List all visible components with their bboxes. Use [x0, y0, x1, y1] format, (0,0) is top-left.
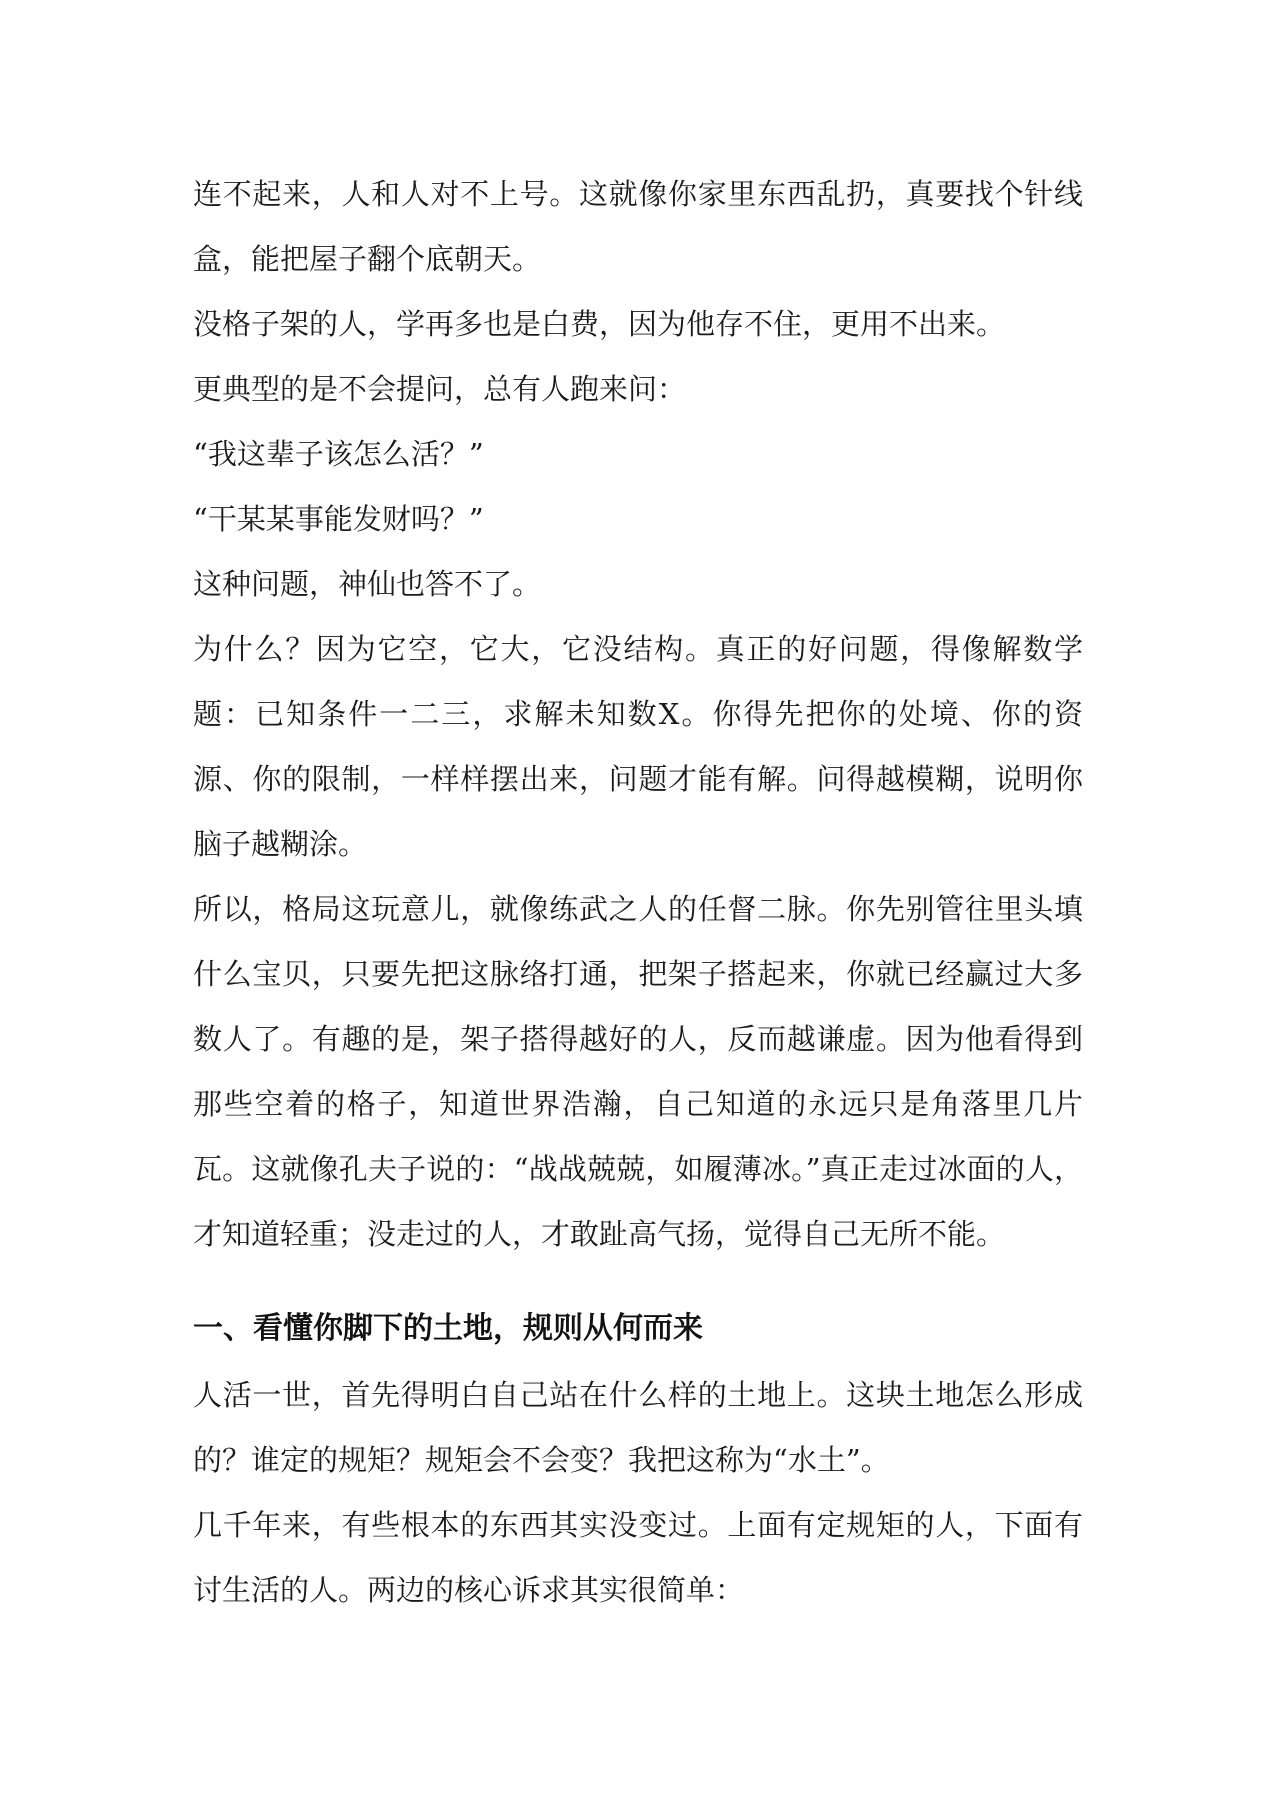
paragraph-thousands-years: 几千年来，有些根本的东西其实没变过。上面有定规矩的人，下面有讨生活的人。两边的核心诉求其实很简单：	[193, 1508, 1083, 1607]
paragraph-needle-box: 连不起来，人和人对不上号。这就像你家里东西乱扔，真要找个针线盒，能把屋子翻个底朝天。	[193, 177, 1083, 276]
section-heading: 一、看懂你脚下的土地，规则从何而来	[193, 1311, 703, 1346]
paragraph-asking-questions: 更典型的是不会提问，总有人跑来问：	[193, 372, 687, 406]
paragraph-why-no-structure: 为什么？因为它空，它大，它没结构。真正的好问题，得像解数学题：已知条件一二三，求解未知数X。你得先把你的处境、你的资源、你的限制，一样样摆出来，问题才能有解。问得越模糊，说明你脑子越糊涂。	[193, 632, 1083, 861]
paragraph-quote-how-to-live: “我这辈子该怎么活？”	[193, 437, 484, 471]
document-body	[193, 162, 1083, 1623]
paragraph-no-shelf: 没格子架的人，学再多也是白费，因为他存不住，更用不出来。	[193, 307, 1006, 341]
paragraph-quote-get-rich: “干某某事能发财吗？”	[193, 502, 484, 536]
paragraph-framework-meridians: 所以，格局这玩意儿，就像练武之人的任督二脉。你先别管往里头填什么宝贝，只要先把这脉络打通，把架子搭起来，你就已经赢过大多数人了。有趣的是，架子搭得越好的人，反而越谦虚。因为他看得到那些空着的格子，知道世界浩瀚，自己知道的永远只是角落里几片瓦。这就像孔夫子说的：“战战兢兢，如履薄冰。”真正走过冰面的人，才知道轻重；没走过的人，才敢趾高气扬，觉得自己无所不能。	[193, 892, 1083, 1251]
paragraph-land-rules: 人活一世，首先得明白自己站在什么样的土地上。这块土地怎么形成的？谁定的规矩？规矩会不会变？我把这称为“水土”。	[193, 1378, 1083, 1477]
paragraph-cannot-answer: 这种问题，神仙也答不了。	[193, 567, 542, 601]
